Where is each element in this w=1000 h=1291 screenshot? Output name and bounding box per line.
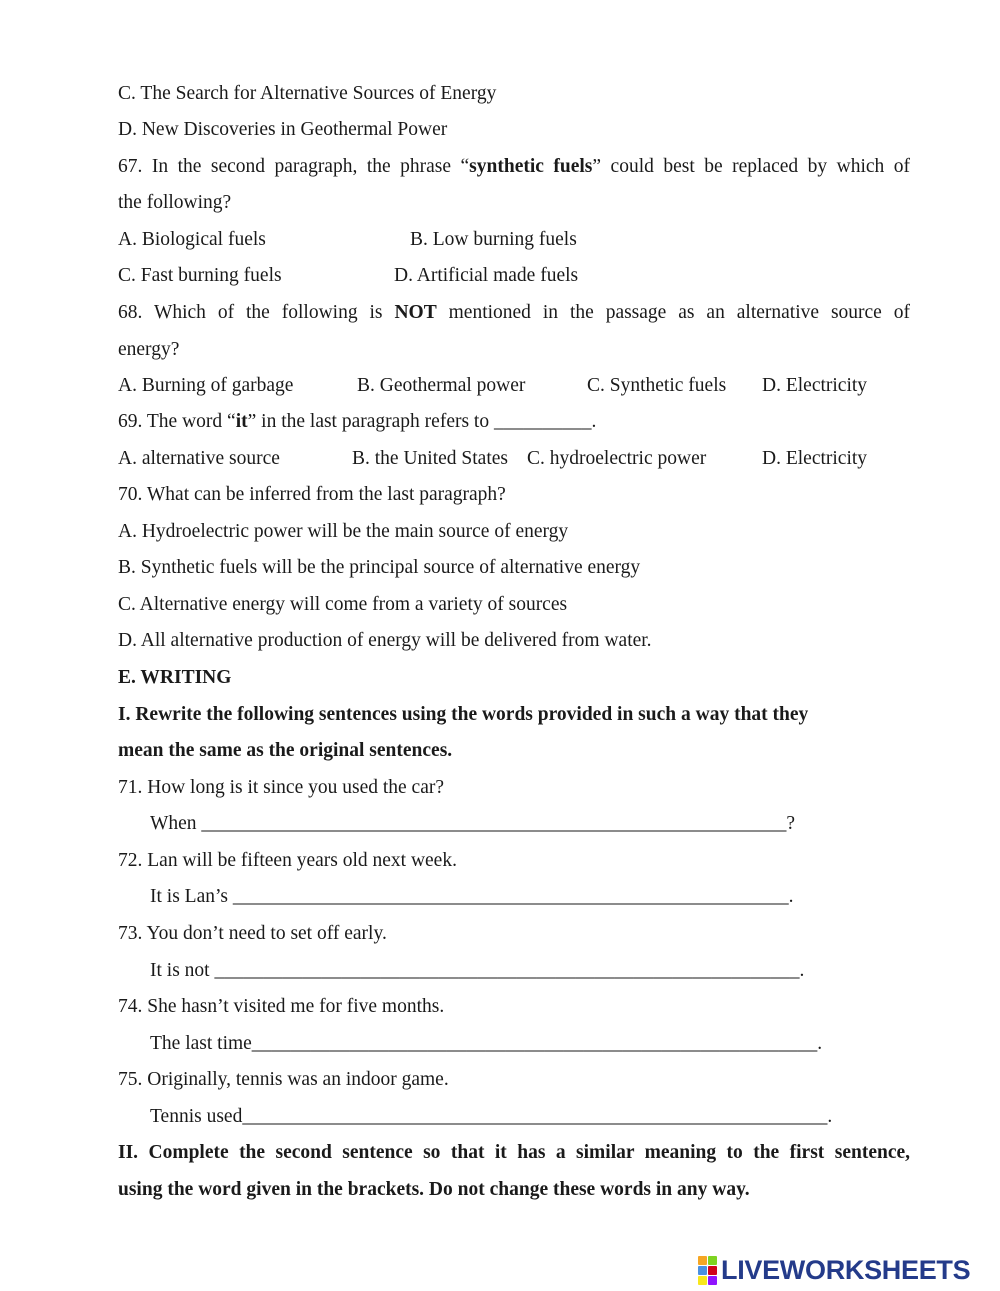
- writing-part2-instruction-cont: using the word given in the brackets. Do not change these words in any way.: [118, 1179, 750, 1200]
- q67-option-c: C. Fast burning fuels: [118, 265, 282, 286]
- liveworksheets-logo: [698, 1255, 970, 1285]
- q69-option-b: B. the United States: [352, 448, 508, 469]
- q68-option-b: B. Geothermal power: [357, 375, 526, 396]
- q72-sentence: 72. Lan will be fifteen years old next week.: [118, 850, 457, 871]
- q73-sentence: 73. You don’t need to set off early.: [118, 923, 387, 944]
- writing-part2-instruction: II. Complete the second sentence so that it has a similar meaning to the first sentence,: [118, 1142, 910, 1163]
- writing-heading: E. WRITING: [118, 667, 232, 688]
- q70-option-d: D. All alternative production of energy will be delivered from water.: [118, 630, 652, 651]
- liveworksheets-logo-text: LIVEWORKSHEETS: [721, 1254, 971, 1285]
- logo-square: [708, 1276, 717, 1285]
- q70-option-c: C. Alternative energy will come from a variety of sources: [118, 594, 568, 615]
- q71-sentence: 71. How long is it since you used the car?: [118, 777, 445, 798]
- q67-option-b: B. Low burning fuels: [410, 229, 577, 250]
- liveworksheets-logo-icon: [698, 1256, 717, 1285]
- writing-part1-instruction: I. Rewrite the following sentences using the words provided in such a way that they: [118, 704, 809, 725]
- q70-option-b: B. Synthetic fuels will be the principal source of alternative energy: [118, 557, 641, 578]
- q75-answer-line[interactable]: Tennis used____________________________________________________________.: [150, 1106, 833, 1127]
- q74-answer-line[interactable]: The last time__________________________________________________________.: [150, 1033, 823, 1054]
- q69-option-d: D. Electricity: [762, 448, 868, 469]
- q74-sentence: 74. She hasn’t visited me for five months.: [118, 996, 445, 1017]
- logo-square: [698, 1276, 707, 1285]
- q66-option-d: D. New Discoveries in Geothermal Power: [118, 119, 448, 140]
- logo-square: [698, 1266, 707, 1275]
- q67-option-d: D. Artificial made fuels: [394, 265, 579, 286]
- q66-option-c: C. The Search for Alternative Sources of Energy: [118, 83, 497, 104]
- q67-question: 67. In the second paragraph, the phrase “synthetic fuels” could best be replaced by which of: [118, 156, 910, 177]
- q68-question: 68. Which of the following is NOT mentioned in the passage as an alternative source of: [118, 302, 911, 323]
- logo-square: [708, 1266, 717, 1275]
- q75-sentence: 75. Originally, tennis was an indoor game.: [118, 1069, 449, 1090]
- q67-option-a: A. Biological fuels: [118, 229, 266, 250]
- writing-part1-instruction-cont: mean the same as the original sentences.: [118, 740, 453, 761]
- q68-option-d: D. Electricity: [762, 375, 868, 396]
- q73-answer-line[interactable]: It is not ____________________________________________________________.: [150, 960, 805, 981]
- logo-square: [698, 1256, 707, 1265]
- q70-question: 70. What can be inferred from the last paragraph?: [118, 484, 506, 505]
- q68-option-c: C. Synthetic fuels: [587, 375, 727, 396]
- q70-option-a: A. Hydroelectric power will be the main source of energy: [118, 521, 569, 542]
- q67-question-cont: the following?: [118, 192, 232, 213]
- q69-option-a: A. alternative source: [118, 448, 280, 469]
- q71-answer-line[interactable]: When ____________________________________________________________?: [150, 813, 796, 834]
- q69-question: 69. The word “it” in the last paragraph refers to __________.: [118, 411, 597, 432]
- logo-square: [708, 1256, 717, 1265]
- q69-option-c: C. hydroelectric power: [527, 448, 707, 469]
- q68-option-a: A. Burning of garbage: [118, 375, 294, 396]
- q72-answer-line[interactable]: It is Lan’s _________________________________________________________.: [150, 886, 794, 907]
- q68-question-cont: energy?: [118, 339, 180, 360]
